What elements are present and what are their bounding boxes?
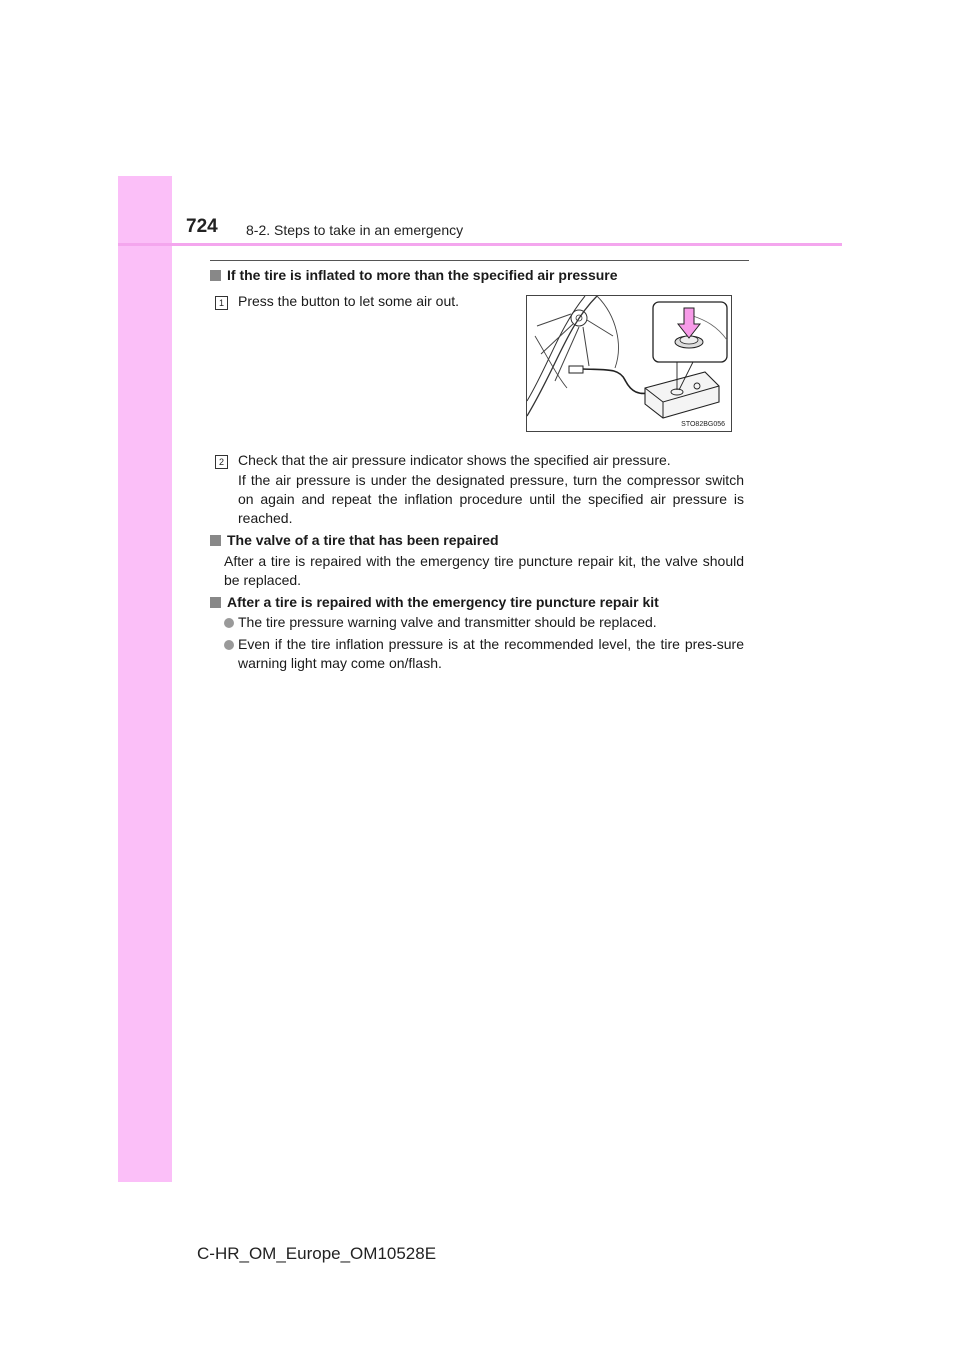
step-1-text: Press the button to let some air out. xyxy=(238,293,460,309)
header-divider xyxy=(118,243,842,246)
heading-text: If the tire is inflated to more than the specified air pressure xyxy=(227,267,618,283)
step-number-badge: 2 xyxy=(215,455,228,469)
bullet-item: The tire pressure warning valve and transmitter should be replaced. xyxy=(238,614,657,630)
step-2-note: If the air pressure is under the designated pressure, turn the compressor switch on again and repeat the inflation procedure until the specified air pressure is reached. xyxy=(238,472,744,526)
heading-text: After a tire is repaired with the emergency tire puncture repair kit xyxy=(227,594,659,610)
valve-repaired-text: After a tire is repaired with the emergency tire puncture repair kit, the valve should be replaced. xyxy=(224,553,744,588)
heading-square-icon xyxy=(210,270,221,281)
bullet-item: Even if the tire inflation pressure is at the recommended level, the tire pres-sure warning light may come on/flash. xyxy=(238,636,744,671)
heading-overinflated xyxy=(210,267,618,283)
heading-square-icon xyxy=(210,535,221,546)
page-number: 724 xyxy=(186,216,218,237)
bullet-dot-icon xyxy=(224,640,234,650)
section-title: 8-2. Steps to take in an emergency xyxy=(246,222,464,238)
tire-compressor-drawing xyxy=(527,296,731,431)
heading-square-icon xyxy=(210,597,221,608)
step-2-text: Check that the air pressure indicator shows the specified air pressure. xyxy=(238,452,671,468)
content-top-rule xyxy=(210,260,749,261)
heading-valve-repaired xyxy=(210,532,499,548)
footer-doc-id: C-HR_OM_Europe_OM10528E xyxy=(197,1244,437,1263)
compressor-illustration xyxy=(526,295,732,432)
figure-code: STO82BG056 xyxy=(681,421,725,428)
side-tab-band xyxy=(118,176,172,1182)
step-number-badge: 1 xyxy=(215,296,228,310)
heading-after-repair xyxy=(210,594,659,610)
heading-text: The valve of a tire that has been repaired xyxy=(227,532,499,548)
bullet-dot-icon xyxy=(224,618,234,628)
